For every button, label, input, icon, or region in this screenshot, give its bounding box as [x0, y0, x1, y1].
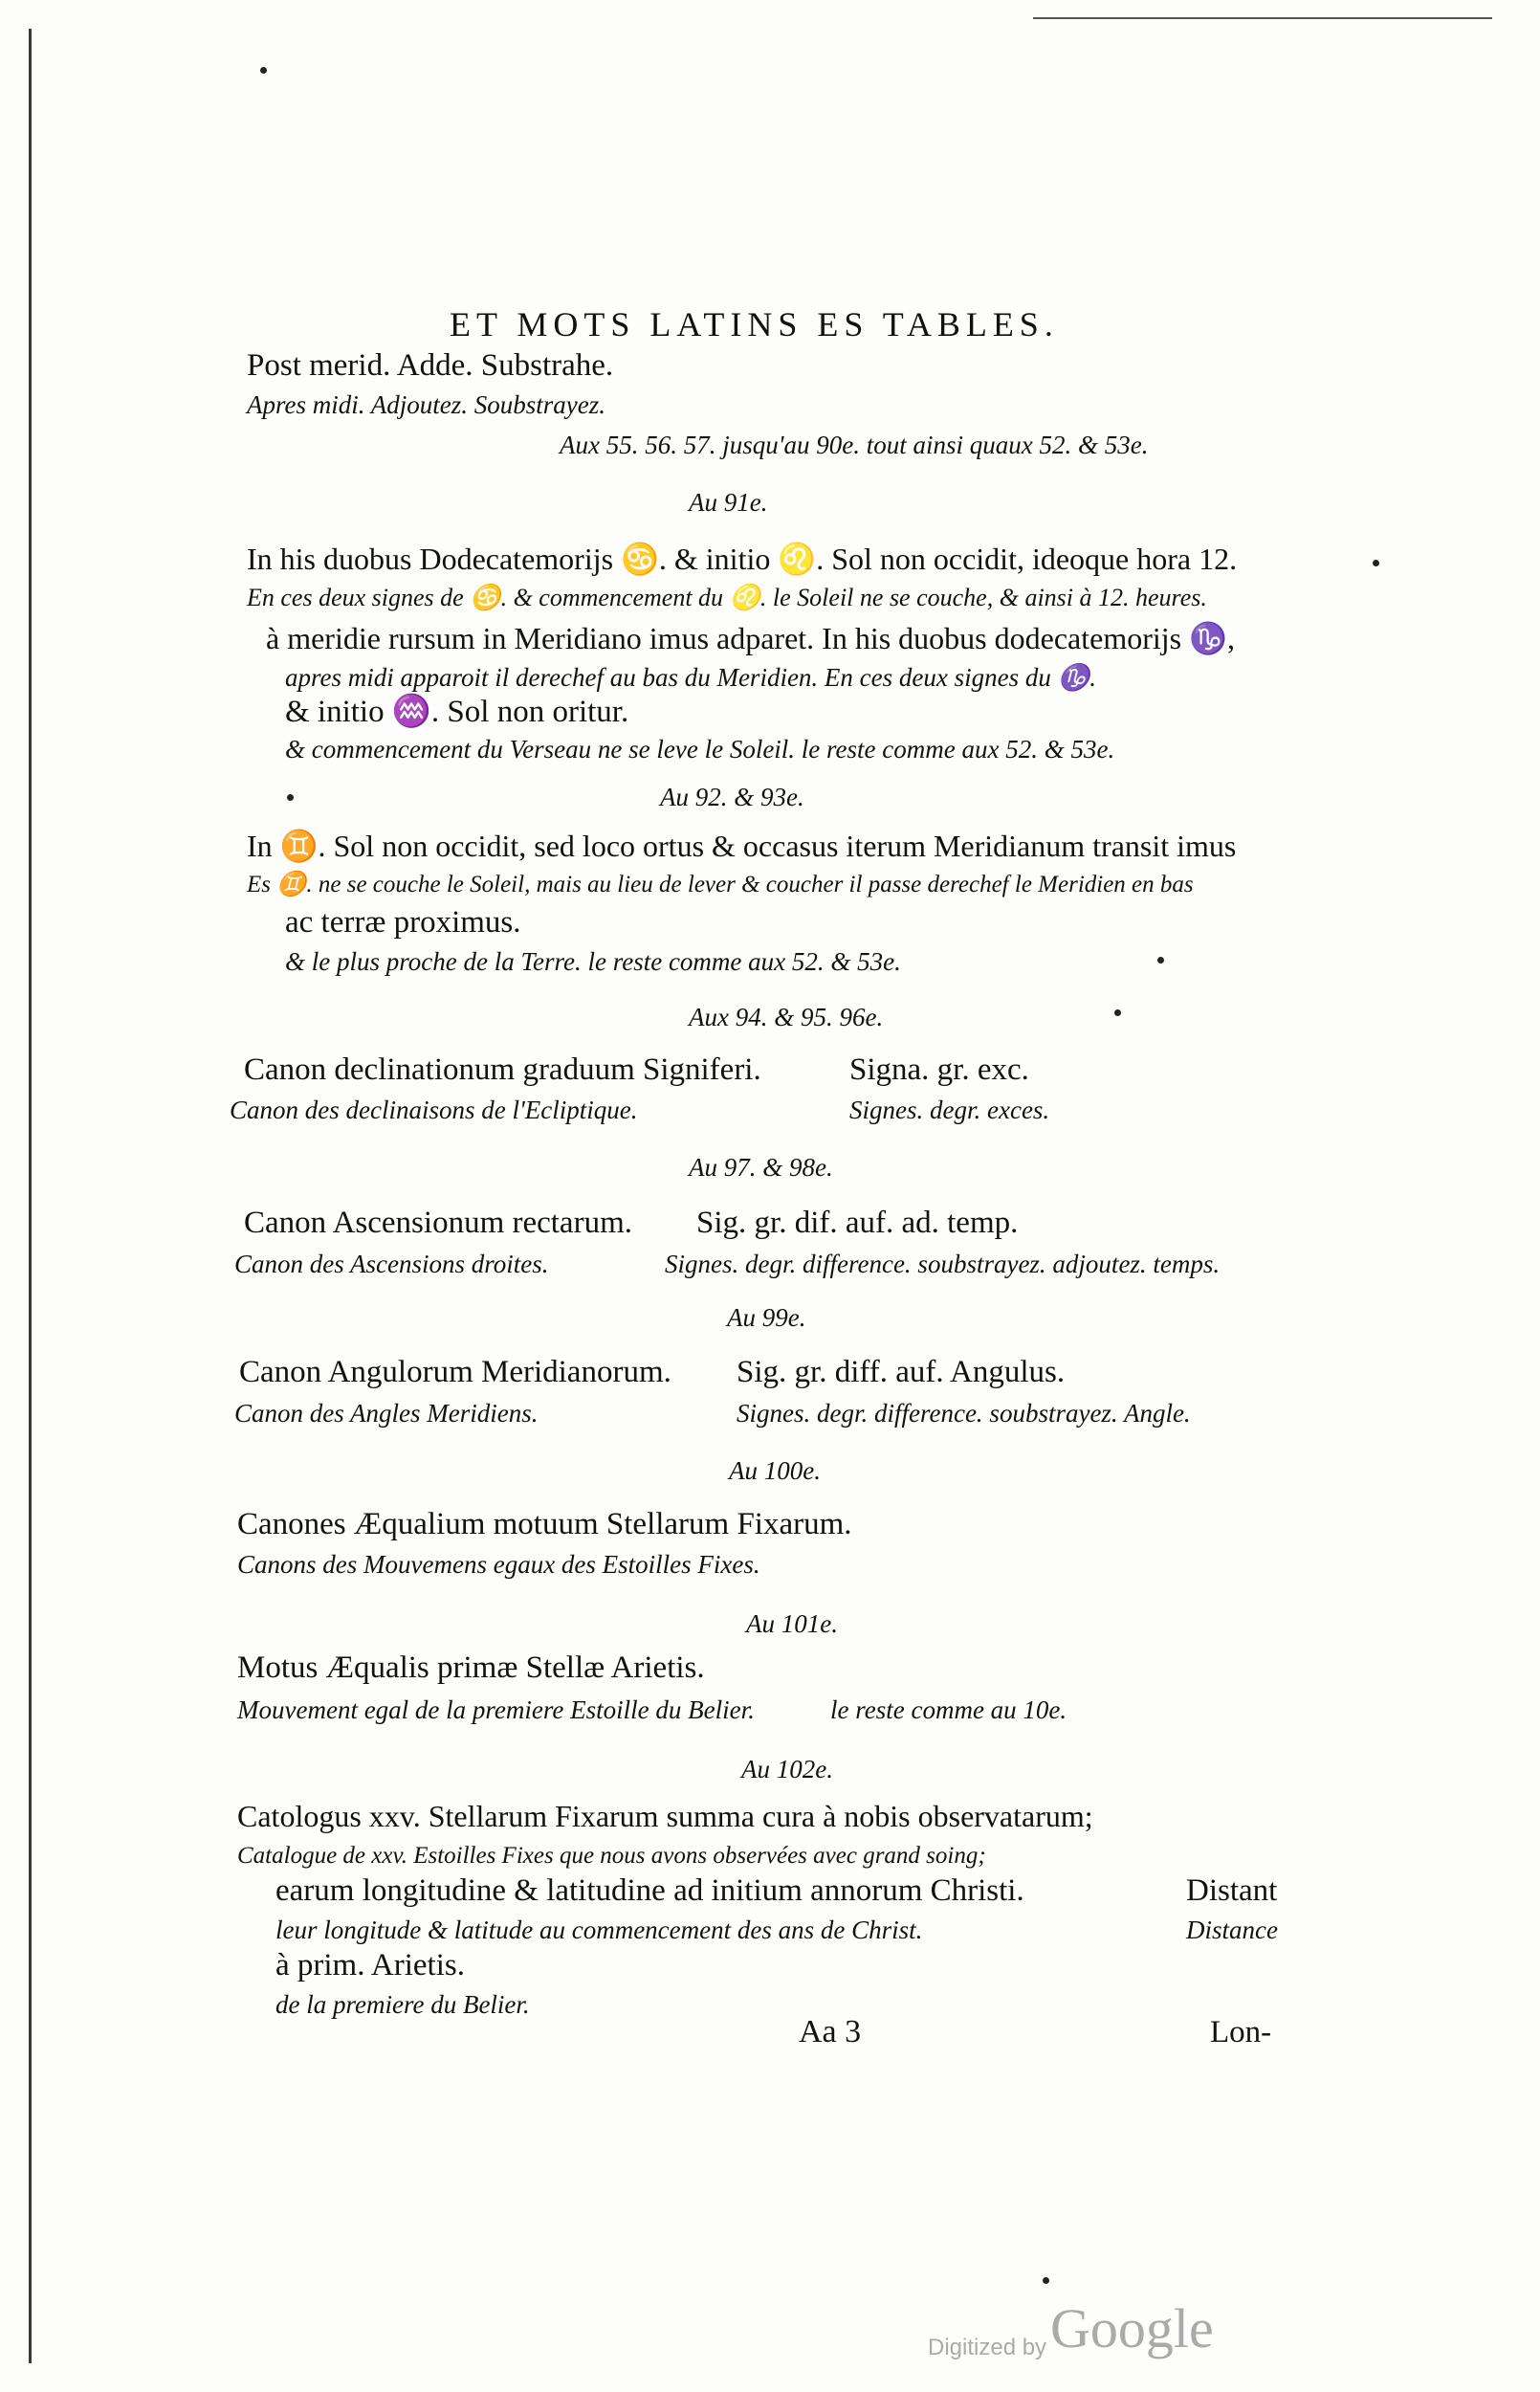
french-line: Signes. degr. difference. soubstrayez. adjoutez. temps. [665, 1250, 1221, 1278]
section-note: Aux 55. 56. 57. jusqu'au 90e. tout ainsi quaux 52. & 53e. [560, 431, 1149, 459]
section-heading: Au 102e. [741, 1755, 833, 1783]
french-line: leur longitude & latitude au commencement des ans de Christ. [275, 1916, 923, 1944]
section-heading: Au 92. & 93e. [660, 783, 804, 811]
latin-line: In his duobus Dodecatemorijs ♋. & initio ♌. Sol non occidit, ideoque hora 12. [247, 542, 1238, 576]
ink-speck [287, 794, 294, 801]
section-heading: Aux 94. & 95. 96e. [689, 1003, 884, 1031]
french-line: Apres midi. Adjoutez. Soubstrayez. [247, 390, 605, 419]
latin-line: earum longitudine & latitudine ad initium annorum Christi. [275, 1873, 1024, 1908]
signature-mark: Aa 3 [799, 2014, 862, 2049]
catchword: Lon- [1210, 2015, 1272, 2049]
french-line: le reste comme au 10e. [830, 1695, 1067, 1724]
latin-line: Canon declinationum graduum Signiferi. [244, 1052, 761, 1087]
ink-speck [1043, 2277, 1049, 2284]
running-head: ET MOTS LATINS ES TABLES. [450, 305, 1059, 343]
french-line: Signes. degr. difference. soubstrayez. Angle. [737, 1399, 1191, 1428]
ink-speck [1373, 560, 1379, 566]
ink-speck [1114, 1009, 1121, 1016]
section-heading: Au 101e. [746, 1609, 838, 1638]
latin-line: In ♊. Sol non occidit, sed loco ortus & occasus iterum Meridianum transit imus [247, 829, 1237, 863]
ink-speck [1157, 957, 1164, 963]
google-watermark-logo: Google [1050, 2297, 1214, 2359]
french-line: & commencement du Verseau ne se leve le Soleil. le reste comme aux 52. & 53e. [285, 735, 1115, 764]
french-line: Distance [1186, 1916, 1278, 1944]
french-line: Catalogue de xxv. Estoilles Fixes que nous avons observées avec grand soing; [237, 1843, 986, 1869]
section-heading: Au 97. & 98e. [689, 1153, 833, 1182]
french-line: En ces deux signes de ♋. & commencement du ♌. le Soleil ne se couche, & ainsi à 12. heures. [247, 584, 1207, 611]
french-line: Canon des declinaisons de l'Ecliptique. [230, 1096, 638, 1124]
french-line: Canon des Angles Meridiens. [234, 1399, 539, 1428]
latin-line: Sig. gr. diff. auf. Angulus. [737, 1355, 1066, 1389]
latin-line: ac terræ proximus. [285, 905, 521, 940]
latin-line: Distant [1186, 1873, 1278, 1908]
french-line: Es ♊. ne se couche le Soleil, mais au lieu de lever & coucher il passe derechef le Meridien en bas [247, 872, 1194, 897]
watermark-text: Digitized by [928, 2335, 1047, 2360]
section-heading: Au 99e. [727, 1303, 806, 1332]
french-line: & le plus proche de la Terre. le reste comme aux 52. & 53e. [285, 947, 901, 976]
french-line: apres midi apparoit il derechef au bas du Meridien. En ces deux signes du ♑. [285, 663, 1096, 692]
french-line: de la premiere du Belier. [275, 1990, 530, 2019]
latin-line: Canon Ascensionum rectarum. [244, 1206, 632, 1240]
latin-line: Canones Æqualium motuum Stellarum Fixarum. [237, 1507, 852, 1541]
french-line: Canons des Mouvemens egaux des Estoilles Fixes. [237, 1550, 760, 1579]
ink-speck [260, 67, 267, 74]
latin-line: Motus Æqualis primæ Stellæ Arietis. [237, 1650, 705, 1685]
page-edge-left [29, 29, 32, 2363]
latin-line: Signa. gr. exc. [849, 1052, 1029, 1087]
latin-line: Catologus xxv. Stellarum Fixarum summa cura à nobis observatarum; [237, 1799, 1093, 1833]
french-line: Canon des Ascensions droites. [234, 1250, 549, 1278]
latin-line: Canon Angulorum Meridianorum. [239, 1355, 671, 1389]
latin-line: Sig. gr. dif. auf. ad. temp. [696, 1206, 1019, 1240]
latin-line: & initio ♒. Sol non oritur. [285, 695, 629, 729]
french-line: Mouvement egal de la premiere Estoille du Belier. [237, 1695, 755, 1724]
latin-line: Post merid. Adde. Substrahe. [247, 348, 614, 383]
page-edge-top [1033, 17, 1492, 19]
french-line: Signes. degr. exces. [849, 1096, 1050, 1124]
section-heading: Au 100e. [729, 1456, 821, 1485]
latin-line: à meridie rursum in Meridiano imus adparet. In his duobus dodecatemorijs ♑, [266, 621, 1235, 655]
section-heading: Au 91e. [689, 488, 768, 517]
latin-line: à prim. Arietis. [275, 1948, 465, 1982]
